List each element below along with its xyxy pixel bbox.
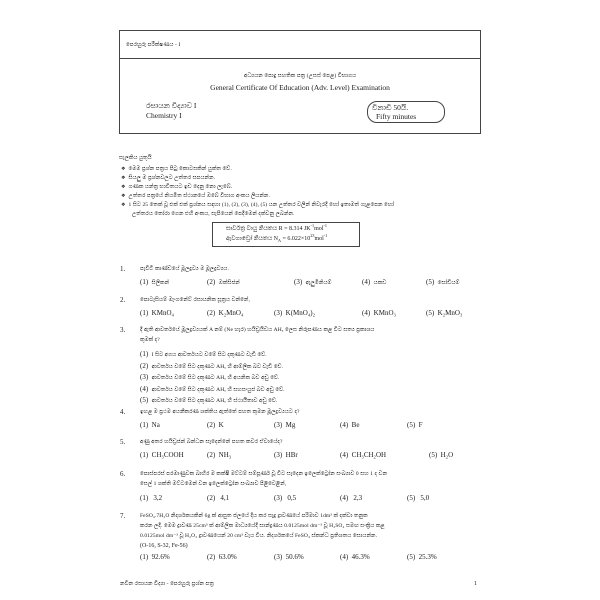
instruction-item: ❖ සියලු ම ප්‍රශ්නවලට උත්තර සපයන්න. [121, 175, 216, 181]
question-number: 2. [120, 296, 126, 304]
instructions-list [121, 165, 394, 219]
option: (5) 25.3% [407, 553, 437, 561]
option: (5) ආවර්තය වමේ සිට දකුණට AHₓ හි ස්ථායීතාව අඩු වේ. [140, 396, 278, 404]
option: (4) Be [340, 421, 360, 429]
question-number: 7. [120, 512, 126, 520]
question-number: 4. [120, 408, 126, 416]
answer-list [140, 349, 285, 407]
option: (4) 2,3 [340, 494, 363, 502]
time-english: Fifty minutes [376, 112, 417, 121]
option: (4) යකඩ [362, 278, 387, 286]
question-number: 5. [120, 438, 126, 446]
question-number: 3. [120, 326, 126, 334]
question-text-cont: කුමක් ද? [140, 337, 160, 343]
question-text-cont: සෙල් 1 ශක්ති මට්ටමෙන් වන ඉලෙක්ට්‍රෝන සංඛ්‍යාව පිළිවෙළින්, [140, 481, 287, 487]
question-text: පැවිටි කාණ්ඩයේ මූලද්‍රව්‍ය ම මූලද්‍රව්‍යය. [140, 266, 229, 272]
option: (3) Mg [274, 421, 296, 429]
option: (5) 5,0 [407, 494, 430, 502]
question-text: ඉහළ ම ප්‍රථම අයනීකරණ ශක්තිය ඇත්තේ පහත කුමන මූලද්‍රව්‍යයට ද? [140, 409, 300, 415]
option: (2) ඔක්සිජන් [207, 278, 240, 286]
option: (2) 4,1 [207, 494, 230, 502]
dept-sinhala: අධ්‍යයන පොදු සහතික පත්‍ර (උසස් පෙළ) විභාගය [243, 73, 357, 79]
option: (4) ආවර්තය වමේ සිට දකුණට AHₓ හි සහසංයුජ බව අඩු වේ. [140, 384, 285, 393]
instruction-continuation: උත්තරය තෝරා ගෙන එහි අංකය, සැපියෙන් පෙදීමෙන් දක්වනු ලබන්න. [132, 211, 295, 217]
gas-constant: සාර්වත්‍ර වායු නියතය R = 8.314 $JK^{-1}mol^{-1}$ [226, 223, 327, 232]
option: (4) CH₃CH₂OH [340, 451, 387, 459]
exam-title: General Certificate Of Education (Adv. Level) Examination [210, 83, 390, 92]
option: (1) Na [140, 421, 160, 429]
option: (4) 46.3% [340, 553, 370, 561]
instruction-item: ❖ ගණක යන්ත්‍ර භාවිතයට ඉඩ දෙනු නො ලැබේ. [121, 184, 233, 190]
option: (1) 92.6% [140, 553, 170, 561]
question-text: අණු අතර හයිඩ්‍රජන් බන්ධන සෑදෙන්නේ පහත කවර ඒවායේද? [140, 439, 283, 445]
option: (3) ඇලුමිනියම් [294, 278, 332, 286]
atomic-masses: (O-16, S-32, Fe-56) [140, 543, 188, 549]
option: (1) KMnO₄ [140, 309, 174, 317]
question-text: දී ඇති ආවර්තයේ මූලද්‍රව්‍යයක් A නම් (Ne හැර) හයිඩ්‍රයිඩය AHₓ ලෙස නිරූපණය කළ විට සත්‍ය ප්‍රකාශය [140, 327, 375, 333]
avogadro-constant: ඇවගාඩ්‍රෝ නියතය $N_A = 6.022\times 10^{23}mol^{-1}$ [226, 233, 328, 244]
option: (3) HBr [274, 451, 298, 459]
option: (1) සිලිකන් [140, 278, 170, 286]
option: (2) NH₃ [207, 451, 232, 459]
paper-type: පෙරහුරු පරීක්ෂණය - I [126, 42, 181, 48]
option: (3) ආවර්තය වමේ සිට දකුණට AHₓ හි අයනික බව අඩු වේ. [140, 373, 280, 381]
option: (5) F [407, 421, 423, 429]
time-sinhala: විනාඩි 50යි. [372, 103, 409, 112]
option: (5) H₂O [429, 451, 454, 459]
question-text-cont: කරන ලදී. මෙම ද්‍රාවණ 25cm³ ක් ආම්ලික මාධ්‍යයේදී සාන්ද්‍රණය 0.0125mol dm⁻³ වූ H₂SO₄ සමඟ සංක්‍රිය කළ [140, 523, 385, 529]
instruction-item: ❖ 1 සිට 25 තෙක් වූ එක් එක් ප්‍රශ්නය සඳහා (1), (2), (3), (4), (5) යන උත්තර වලින් නිවැරදි හෝ ඉතාමත් ගැළපෙන හෝ [121, 202, 395, 208]
option: (1) 3,2 [140, 494, 163, 502]
option: (1) CH₃COOH [140, 451, 184, 459]
option: (3) 0,5 [274, 494, 297, 502]
question-text: පොස්පරස් පරමාණුවක බාහිර ම කක්ෂී මට්ටම් සම්පූර්ණ වූ විට සෑදෙන ඉලෙක්ට්‍රෝන සංඛ්‍යාව 0 සහ 1 ද වන [140, 471, 388, 477]
instructions-heading: සැලකිය යුතුයි [119, 155, 152, 161]
option: (3) K(MnO₄)₂ [274, 309, 316, 317]
option: (2) ආවර්තය වමේ සිට දකුණට AHₓ හි ආම්ලික බව වැඩි වේ. [140, 361, 284, 370]
question-number: 6. [120, 470, 126, 478]
subject-english: Chemistry I [146, 111, 182, 120]
question-text: පොටෑසියම් මැංගනේට් රසායනික සූත්‍රය වන්නේ, [140, 297, 250, 303]
option: (3) 50.6% [274, 553, 304, 561]
question-text: FeSO₄.7H₂O නිදර්ශකයකින් 6g ක් ආසුත ජලයේ දිය කර සෑදූ ද්‍රාවණයේ පරිමාව 1dm³ ක් දක්වා තනුක [140, 513, 368, 519]
option: (2) K [207, 421, 224, 429]
page-number: 1 [474, 581, 477, 587]
instruction-item: ❖ උත්තර පත්‍රයේ නියමිත ස්ථානයේ ඔබේ විභාග අංකය ලියන්න. [121, 193, 270, 199]
header-divider [119, 58, 481, 59]
option: (1) I සිට අගය ආවර්තයට වමේ සිට දකුණට වැඩි වේ. [140, 350, 267, 358]
option: (5) සෝඩියම් [426, 278, 460, 286]
option: (4) KMnO₃ [362, 309, 396, 317]
footer-text: නවීන රසායන විද්‍යා - පෙරහුරු ප්‍රශ්න පත්‍ර [120, 581, 214, 587]
option: (5) K₂MnO₃ [426, 309, 463, 317]
option: (2) K₂MnO₄ [207, 309, 244, 317]
question-text-cont: 0.0125mol dm⁻³ වූ H₂O₂ ද්‍රාවණයෙන් 20 cm³ වැය විය. නිදර්ශකයේ FeSO₄ ස්කන්ධ ප්‍රතිශතය සොයන්න. [140, 533, 378, 539]
option: (2) 63.0% [207, 553, 237, 561]
instruction-item: ❖ මෙම ප්‍රශ්න පත්‍රය පිටු කොටසකින් යුක්ත වේ. [121, 166, 232, 172]
subject-sinhala: රසායන විද්‍යාව I [146, 101, 197, 110]
question-number: 1. [120, 265, 126, 273]
